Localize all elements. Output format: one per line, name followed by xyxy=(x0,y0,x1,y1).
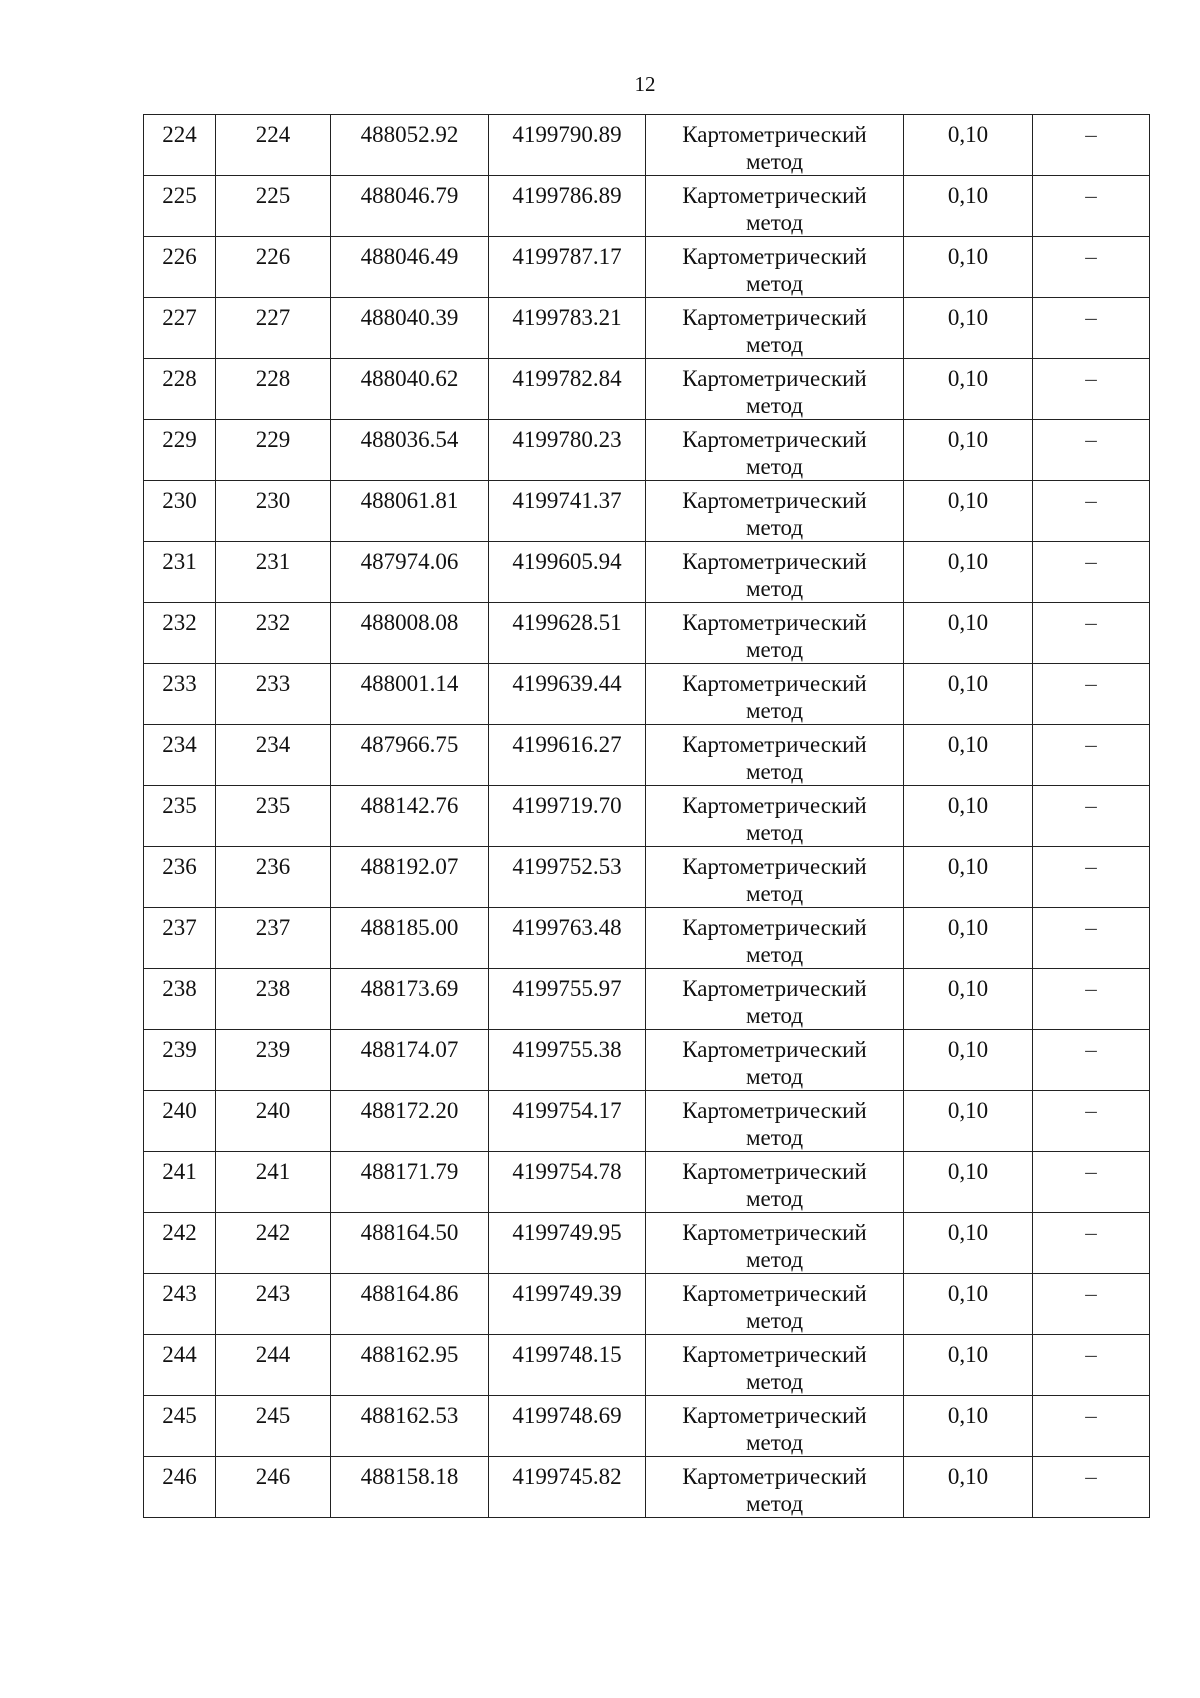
method-line-2: метод xyxy=(745,515,804,540)
x-coordinate-cell: 488046.49 xyxy=(331,237,489,298)
method-line-1: Картометрический xyxy=(682,1464,867,1489)
method-line-1: Картометрический xyxy=(682,1220,867,1245)
x-coordinate-cell: 488164.50 xyxy=(331,1213,489,1274)
point-number-cell: 237 xyxy=(144,908,216,969)
table-row xyxy=(144,420,1150,481)
note-cell: – xyxy=(1033,1396,1150,1457)
x-coordinate-cell: 488040.39 xyxy=(331,298,489,359)
method-line-1: Картометрический xyxy=(682,366,867,391)
y-coordinate-cell: 4199780.23 xyxy=(489,420,646,481)
point-number-cell: 245 xyxy=(144,1396,216,1457)
x-coordinate-cell: 488173.69 xyxy=(331,969,489,1030)
y-coordinate-cell: 4199782.84 xyxy=(489,359,646,420)
method-cell xyxy=(646,298,904,359)
y-coordinate-cell: 4199783.21 xyxy=(489,298,646,359)
method-line-1: Картометрический xyxy=(682,305,867,330)
accuracy-cell: 0,10 xyxy=(904,359,1033,420)
method-line-2: метод xyxy=(745,820,804,845)
table-row xyxy=(144,542,1150,603)
x-coordinate-cell: 487974.06 xyxy=(331,542,489,603)
method-line-2: метод xyxy=(745,881,804,906)
method-line-2: метод xyxy=(745,271,804,296)
note-cell: – xyxy=(1033,176,1150,237)
method-cell xyxy=(646,420,904,481)
x-coordinate-cell: 488164.86 xyxy=(331,1274,489,1335)
method-cell xyxy=(646,969,904,1030)
method-line-2: метод xyxy=(745,210,804,235)
y-coordinate-cell: 4199745.82 xyxy=(489,1457,646,1518)
y-coordinate-cell: 4199749.95 xyxy=(489,1213,646,1274)
table-row xyxy=(144,725,1150,786)
point-number-cell: 224 xyxy=(144,115,216,176)
x-coordinate-cell: 488171.79 xyxy=(331,1152,489,1213)
x-coordinate-cell: 488172.20 xyxy=(331,1091,489,1152)
x-coordinate-cell: 488052.92 xyxy=(331,115,489,176)
x-coordinate-cell: 488192.07 xyxy=(331,847,489,908)
point-id-cell: 237 xyxy=(216,908,331,969)
note-cell: – xyxy=(1033,1091,1150,1152)
y-coordinate-cell: 4199741.37 xyxy=(489,481,646,542)
point-id-cell: 241 xyxy=(216,1152,331,1213)
y-coordinate-cell: 4199616.27 xyxy=(489,725,646,786)
x-coordinate-cell: 488008.08 xyxy=(331,603,489,664)
method-cell xyxy=(646,1335,904,1396)
method-cell xyxy=(646,725,904,786)
accuracy-cell: 0,10 xyxy=(904,1335,1033,1396)
method-line-2: метод xyxy=(745,942,804,967)
method-line-1: Картометрический xyxy=(682,854,867,879)
accuracy-cell: 0,10 xyxy=(904,176,1033,237)
table-row xyxy=(144,481,1150,542)
method-line-1: Картометрический xyxy=(682,915,867,940)
y-coordinate-cell: 4199755.38 xyxy=(489,1030,646,1091)
method-cell xyxy=(646,1213,904,1274)
note-cell: – xyxy=(1033,1213,1150,1274)
note-cell: – xyxy=(1033,908,1150,969)
y-coordinate-cell: 4199786.89 xyxy=(489,176,646,237)
y-coordinate-cell: 4199628.51 xyxy=(489,603,646,664)
point-number-cell: 235 xyxy=(144,786,216,847)
note-cell: – xyxy=(1033,786,1150,847)
accuracy-cell: 0,10 xyxy=(904,1396,1033,1457)
method-line-1: Картометрический xyxy=(682,793,867,818)
point-id-cell: 231 xyxy=(216,542,331,603)
method-line-1: Картометрический xyxy=(682,122,867,147)
method-cell xyxy=(646,542,904,603)
y-coordinate-cell: 4199719.70 xyxy=(489,786,646,847)
point-number-cell: 228 xyxy=(144,359,216,420)
table-row xyxy=(144,1396,1150,1457)
method-line-1: Картометрический xyxy=(682,1159,867,1184)
method-cell xyxy=(646,1457,904,1518)
point-number-cell: 238 xyxy=(144,969,216,1030)
table-row xyxy=(144,603,1150,664)
accuracy-cell: 0,10 xyxy=(904,786,1033,847)
method-line-1: Картометрический xyxy=(682,1098,867,1123)
accuracy-cell: 0,10 xyxy=(904,1274,1033,1335)
table-row xyxy=(144,1274,1150,1335)
method-line-2: метод xyxy=(745,1247,804,1272)
point-number-cell: 229 xyxy=(144,420,216,481)
table-row xyxy=(144,359,1150,420)
accuracy-cell: 0,10 xyxy=(904,664,1033,725)
accuracy-cell: 0,10 xyxy=(904,1030,1033,1091)
method-line-1: Картометрический xyxy=(682,671,867,696)
table-row xyxy=(144,176,1150,237)
method-line-2: метод xyxy=(745,576,804,601)
table-row xyxy=(144,1457,1150,1518)
method-line-1: Картометрический xyxy=(682,1342,867,1367)
method-line-1: Картометрический xyxy=(682,976,867,1001)
x-coordinate-cell: 488162.53 xyxy=(331,1396,489,1457)
point-number-cell: 243 xyxy=(144,1274,216,1335)
y-coordinate-cell: 4199755.97 xyxy=(489,969,646,1030)
y-coordinate-cell: 4199763.48 xyxy=(489,908,646,969)
note-cell: – xyxy=(1033,664,1150,725)
x-coordinate-cell: 488162.95 xyxy=(331,1335,489,1396)
point-id-cell: 236 xyxy=(216,847,331,908)
x-coordinate-cell: 487966.75 xyxy=(331,725,489,786)
table-row xyxy=(144,1091,1150,1152)
method-cell xyxy=(646,176,904,237)
point-id-cell: 245 xyxy=(216,1396,331,1457)
accuracy-cell: 0,10 xyxy=(904,1457,1033,1518)
note-cell: – xyxy=(1033,1030,1150,1091)
method-line-1: Картометрический xyxy=(682,244,867,269)
page-number: 12 xyxy=(634,72,656,96)
method-line-1: Картометрический xyxy=(682,732,867,757)
table-row xyxy=(144,786,1150,847)
note-cell: – xyxy=(1033,1274,1150,1335)
method-line-2: метод xyxy=(745,759,804,784)
coordinates-table xyxy=(143,114,1150,1518)
table-row xyxy=(144,237,1150,298)
method-line-1: Картометрический xyxy=(682,183,867,208)
point-id-cell: 227 xyxy=(216,298,331,359)
note-cell: – xyxy=(1033,481,1150,542)
point-number-cell: 233 xyxy=(144,664,216,725)
point-id-cell: 225 xyxy=(216,176,331,237)
method-line-1: Картометрический xyxy=(682,1281,867,1306)
point-number-cell: 246 xyxy=(144,1457,216,1518)
accuracy-cell: 0,10 xyxy=(904,115,1033,176)
method-line-1: Картометрический xyxy=(682,1037,867,1062)
point-id-cell: 234 xyxy=(216,725,331,786)
method-line-2: метод xyxy=(745,1369,804,1394)
accuracy-cell: 0,10 xyxy=(904,969,1033,1030)
method-line-2: метод xyxy=(745,1308,804,1333)
method-line-2: метод xyxy=(745,454,804,479)
method-line-1: Картометрический xyxy=(682,427,867,452)
x-coordinate-cell: 488174.07 xyxy=(331,1030,489,1091)
table-body xyxy=(144,115,1150,1518)
method-line-1: Картометрический xyxy=(682,488,867,513)
method-cell xyxy=(646,115,904,176)
point-id-cell: 238 xyxy=(216,969,331,1030)
note-cell: – xyxy=(1033,1457,1150,1518)
accuracy-cell: 0,10 xyxy=(904,420,1033,481)
point-number-cell: 225 xyxy=(144,176,216,237)
point-id-cell: 240 xyxy=(216,1091,331,1152)
method-cell xyxy=(646,481,904,542)
point-number-cell: 226 xyxy=(144,237,216,298)
table-row xyxy=(144,1213,1150,1274)
point-id-cell: 235 xyxy=(216,786,331,847)
note-cell: – xyxy=(1033,359,1150,420)
method-line-2: метод xyxy=(745,1003,804,1028)
y-coordinate-cell: 4199754.78 xyxy=(489,1152,646,1213)
y-coordinate-cell: 4199748.15 xyxy=(489,1335,646,1396)
method-line-1: Картометрический xyxy=(682,610,867,635)
x-coordinate-cell: 488001.14 xyxy=(331,664,489,725)
accuracy-cell: 0,10 xyxy=(904,847,1033,908)
method-cell xyxy=(646,237,904,298)
table-row xyxy=(144,664,1150,725)
point-id-cell: 239 xyxy=(216,1030,331,1091)
accuracy-cell: 0,10 xyxy=(904,1152,1033,1213)
y-coordinate-cell: 4199754.17 xyxy=(489,1091,646,1152)
point-number-cell: 232 xyxy=(144,603,216,664)
method-cell xyxy=(646,1396,904,1457)
y-coordinate-cell: 4199605.94 xyxy=(489,542,646,603)
note-cell: – xyxy=(1033,298,1150,359)
method-cell xyxy=(646,664,904,725)
y-coordinate-cell: 4199748.69 xyxy=(489,1396,646,1457)
method-line-2: метод xyxy=(745,1430,804,1455)
point-number-cell: 227 xyxy=(144,298,216,359)
method-line-2: метод xyxy=(745,637,804,662)
point-number-cell: 230 xyxy=(144,481,216,542)
method-cell xyxy=(646,786,904,847)
x-coordinate-cell: 488061.81 xyxy=(331,481,489,542)
x-coordinate-cell: 488036.54 xyxy=(331,420,489,481)
point-id-cell: 230 xyxy=(216,481,331,542)
method-cell xyxy=(646,1091,904,1152)
note-cell: – xyxy=(1033,237,1150,298)
table-row xyxy=(144,115,1150,176)
point-id-cell: 224 xyxy=(216,115,331,176)
method-line-2: метод xyxy=(745,1491,804,1516)
table-row xyxy=(144,908,1150,969)
x-coordinate-cell: 488158.18 xyxy=(331,1457,489,1518)
note-cell: – xyxy=(1033,420,1150,481)
point-id-cell: 229 xyxy=(216,420,331,481)
point-id-cell: 243 xyxy=(216,1274,331,1335)
point-number-cell: 239 xyxy=(144,1030,216,1091)
table-row xyxy=(144,969,1150,1030)
accuracy-cell: 0,10 xyxy=(904,908,1033,969)
method-line-2: метод xyxy=(745,332,804,357)
accuracy-cell: 0,10 xyxy=(904,481,1033,542)
point-number-cell: 236 xyxy=(144,847,216,908)
point-number-cell: 231 xyxy=(144,542,216,603)
method-cell xyxy=(646,1030,904,1091)
accuracy-cell: 0,10 xyxy=(904,725,1033,786)
point-id-cell: 242 xyxy=(216,1213,331,1274)
note-cell: – xyxy=(1033,847,1150,908)
note-cell: – xyxy=(1033,542,1150,603)
table-row xyxy=(144,847,1150,908)
point-id-cell: 232 xyxy=(216,603,331,664)
table-row xyxy=(144,298,1150,359)
x-coordinate-cell: 488142.76 xyxy=(331,786,489,847)
method-cell xyxy=(646,1274,904,1335)
point-id-cell: 233 xyxy=(216,664,331,725)
method-line-2: метод xyxy=(745,393,804,418)
method-cell xyxy=(646,603,904,664)
note-cell: – xyxy=(1033,603,1150,664)
y-coordinate-cell: 4199639.44 xyxy=(489,664,646,725)
method-cell xyxy=(646,359,904,420)
y-coordinate-cell: 4199790.89 xyxy=(489,115,646,176)
note-cell: – xyxy=(1033,1335,1150,1396)
table-row xyxy=(144,1152,1150,1213)
point-number-cell: 234 xyxy=(144,725,216,786)
table-row xyxy=(144,1030,1150,1091)
point-number-cell: 240 xyxy=(144,1091,216,1152)
point-id-cell: 244 xyxy=(216,1335,331,1396)
method-line-2: метод xyxy=(745,1125,804,1150)
x-coordinate-cell: 488185.00 xyxy=(331,908,489,969)
point-id-cell: 228 xyxy=(216,359,331,420)
method-line-1: Картометрический xyxy=(682,1403,867,1428)
method-line-1: Картометрический xyxy=(682,549,867,574)
y-coordinate-cell: 4199787.17 xyxy=(489,237,646,298)
accuracy-cell: 0,10 xyxy=(904,237,1033,298)
accuracy-cell: 0,10 xyxy=(904,1091,1033,1152)
method-line-2: метод xyxy=(745,149,804,174)
x-coordinate-cell: 488046.79 xyxy=(331,176,489,237)
note-cell: – xyxy=(1033,115,1150,176)
accuracy-cell: 0,10 xyxy=(904,1213,1033,1274)
point-number-cell: 242 xyxy=(144,1213,216,1274)
x-coordinate-cell: 488040.62 xyxy=(331,359,489,420)
point-number-cell: 241 xyxy=(144,1152,216,1213)
y-coordinate-cell: 4199749.39 xyxy=(489,1274,646,1335)
method-cell xyxy=(646,908,904,969)
accuracy-cell: 0,10 xyxy=(904,542,1033,603)
accuracy-cell: 0,10 xyxy=(904,603,1033,664)
point-number-cell: 244 xyxy=(144,1335,216,1396)
table-row xyxy=(144,1335,1150,1396)
method-cell xyxy=(646,847,904,908)
method-line-2: метод xyxy=(745,1186,804,1211)
method-line-2: метод xyxy=(745,1064,804,1089)
method-line-2: метод xyxy=(745,698,804,723)
note-cell: – xyxy=(1033,969,1150,1030)
point-id-cell: 246 xyxy=(216,1457,331,1518)
note-cell: – xyxy=(1033,1152,1150,1213)
accuracy-cell: 0,10 xyxy=(904,298,1033,359)
note-cell: – xyxy=(1033,725,1150,786)
method-cell xyxy=(646,1152,904,1213)
y-coordinate-cell: 4199752.53 xyxy=(489,847,646,908)
point-id-cell: 226 xyxy=(216,237,331,298)
